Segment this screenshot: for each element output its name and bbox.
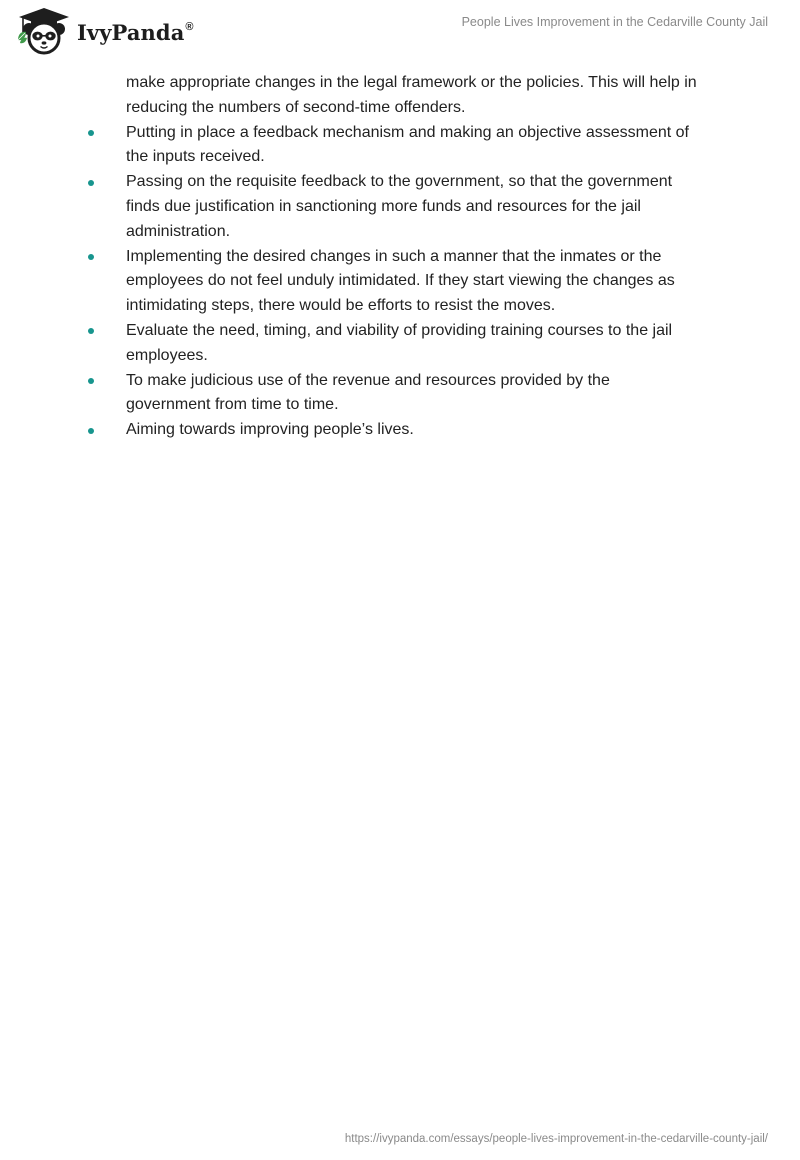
bullet-dot-icon [88,254,94,260]
line-text: Implementing the desired changes in such a manner that the inmates or the [126,247,662,265]
list-item [0,319,800,344]
source-url-link[interactable]: https://ivypanda.com/essays/people-lives-improvement-in-the-cedarville-county-jail/ [344,1133,768,1145]
list-item [0,369,800,394]
bullet-dot-icon [88,180,94,186]
list-item [0,418,800,443]
ivypanda-logo[interactable] [14,8,194,54]
list-item [0,245,800,270]
bullet-dot-icon [88,428,94,434]
list-item-continuation [0,145,800,170]
essay-content [0,71,800,443]
line-text: employees do not feel unduly intimidated. If they start viewing the changes as [126,272,675,290]
list-item-continuation [0,195,800,220]
page-header [0,0,800,60]
bullet-dot-icon [88,328,94,334]
bullet-dot-icon [88,378,94,384]
list-item-continuation [0,220,800,245]
line-text: To make judicious use of the revenue and resources provided by the [126,371,610,389]
list-item-continuation [0,269,800,294]
document-title: People Lives Improvement in the Cedarville County Jail [461,15,768,29]
line-text: reducing the numbers of second-time offenders. [126,98,466,116]
registered-mark: ® [185,20,194,33]
line-text: Passing on the requisite feedback to the government, so that the government [126,173,673,191]
list-item-continuation [0,294,800,319]
list-item-continuation [0,393,800,418]
list-item-continuation [0,344,800,369]
line-text: finds due justification in sanctioning more funds and resources for the jail [126,197,641,215]
brand-name: IvyPanda® [77,19,194,45]
list-item [0,170,800,195]
line-text: make appropriate changes in the legal framework or the policies. This will help in [126,74,697,91]
line-text: employees. [126,346,208,364]
line-text: Putting in place a feedback mechanism and making an objective assessment of [126,123,689,141]
line-text: Evaluate the need, timing, and viability of providing training courses to the jail [126,321,673,339]
line-text: Aiming towards improving people’s lives. [126,421,414,439]
line-text: government from time to time. [126,396,339,414]
line-text: the inputs received. [126,148,265,166]
list-item [0,121,800,146]
panda-graduate-icon [14,7,72,55]
bullet-dot-icon [88,130,94,136]
line-text: intimidating steps, there would be efforts to resist the moves. [126,297,556,315]
continuation-line [0,96,800,121]
continuation-line [0,71,800,96]
line-text: administration. [126,222,231,240]
